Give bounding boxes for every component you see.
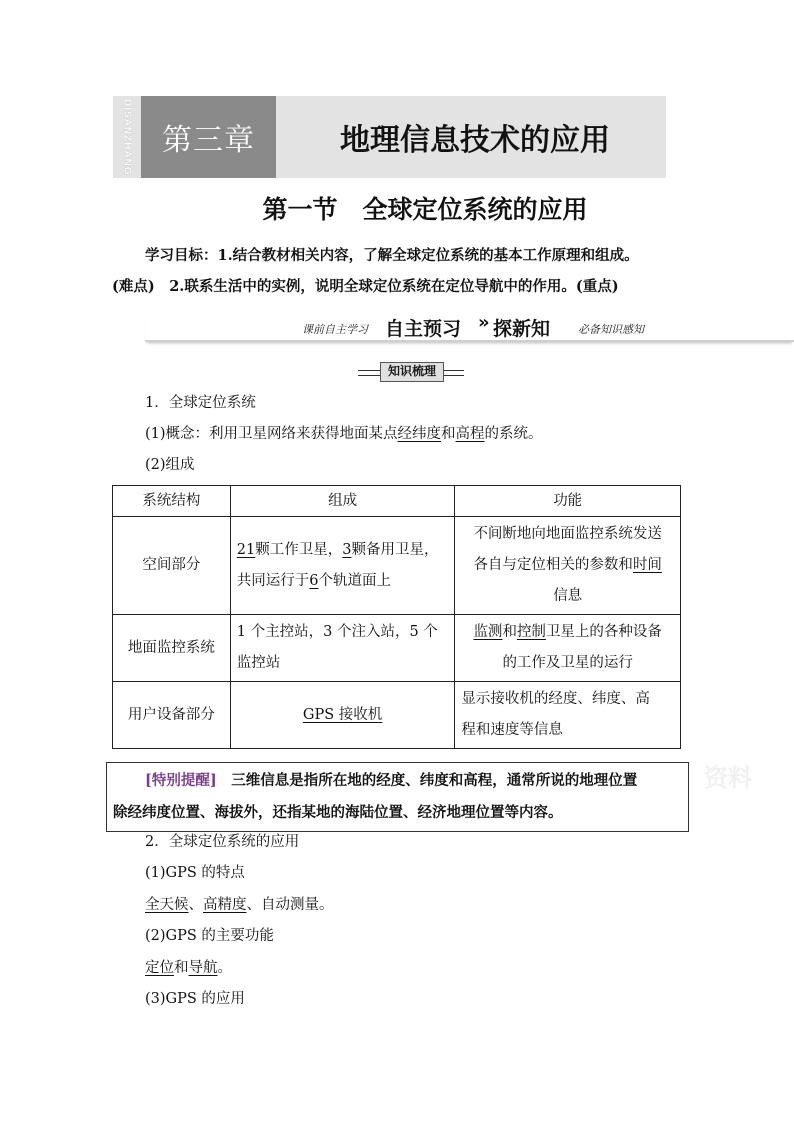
feature-sep: 、 (188, 897, 203, 913)
table-row (113, 682, 681, 749)
preview-banner-left: 课前自主学习 (302, 323, 368, 336)
row1-comp-text4: 个轨道面上 (318, 572, 392, 589)
row3-structure: 用户设备部分 (113, 682, 231, 749)
row1-comp-text3: 共同运行于 (236, 572, 310, 589)
row1-func-line3: 信息 (553, 588, 583, 604)
row1-func-line2: 各自与定位相关的参数和 (473, 557, 633, 573)
arrow-icon: » (478, 312, 490, 333)
preview-banner (145, 312, 794, 342)
row1-comp-num1: 21 (236, 541, 256, 558)
gps-application-label: (3)GPS 的应用 (145, 991, 245, 1007)
function-positioning: 定位 (145, 960, 174, 976)
chapter-title: 地理信息技术的应用 (340, 123, 610, 158)
gps-features-label: (1)GPS 的特点 (145, 865, 245, 881)
header-structure: 系统结构 (113, 486, 231, 517)
chapter-label: 第三章 (141, 96, 276, 178)
row2-func-control: 控制 (516, 624, 546, 640)
row1-structure: 空间部分 (113, 517, 231, 615)
row2-composition (230, 615, 455, 682)
objectives-line-1: 学习目标：1.结合教材相关内容，了解全球定位系统的基本工作原理和组成。 (145, 247, 639, 264)
objectives-line-2: (难点) 2.联系生活中的实例，说明全球定位系统在定位导航中的作用。(重点) (112, 278, 619, 295)
row1-comp-num2: 3 (342, 541, 352, 558)
concept-term-latlon: 经纬度 (397, 426, 442, 442)
composition-label: (2)组成 (145, 457, 195, 473)
row1-function (455, 517, 681, 615)
row2-function (455, 615, 681, 682)
row1-func-time: 时间 (632, 557, 662, 573)
watermark: 资料 (704, 763, 752, 792)
concept-prefix: (1)概念：利用卫星网络来获得地面某点 (145, 426, 398, 442)
special-reminder-box (106, 762, 689, 832)
feature-all-weather: 全天候 (145, 897, 189, 913)
part1-heading: 1．全球定位系统 (145, 395, 256, 411)
part2-heading: 2．全球定位系统的应用 (145, 834, 300, 850)
function-end: 。 (217, 960, 232, 976)
feature-high-precision: 高精度 (203, 897, 247, 913)
table-row (113, 517, 681, 615)
header-composition: 组成 (230, 486, 455, 517)
concept-mid: 和 (441, 426, 456, 442)
section-title: 第一节 全球定位系统的应用 (262, 195, 588, 224)
row1-composition (230, 517, 455, 615)
row3-func-line2: 程和速度等信息 (461, 722, 563, 738)
gps-features (145, 890, 334, 921)
concept-term-elevation: 高程 (455, 426, 485, 442)
preview-banner-title-b: 探新知 (493, 318, 551, 340)
row1-comp-text2: 颗备用卫星， (351, 541, 439, 558)
knowledge-tag (358, 362, 464, 380)
row2-structure: 地面监控系统 (113, 615, 231, 682)
row2-func-line2: 的工作及卫星的运行 (502, 655, 633, 671)
row3-comp-receiver: GPS 接收机 (302, 706, 383, 723)
function-and: 和 (174, 960, 189, 976)
feature-rest: 、自动测量。 (246, 897, 334, 913)
chapter-pinyin-strip: DISANZHANG (113, 96, 141, 178)
row1-comp-num3: 6 (309, 572, 319, 589)
row2-comp-line2: 监控站 (236, 655, 281, 671)
row2-func-and: 和 (502, 624, 517, 640)
row3-function (455, 682, 681, 749)
row2-func-monitor: 监测 (473, 624, 503, 640)
row3-composition (230, 682, 455, 749)
reminder-text-1: 三维信息是指所在地的经度、纬度和高程，通常所说的地理位置 (216, 772, 638, 789)
function-navigation: 导航 (188, 960, 218, 976)
reminder-tag: [特别提醒] (145, 772, 217, 789)
table-row (113, 615, 681, 682)
preview-banner-title-a: 自主预习 (385, 318, 462, 340)
table-header-row (113, 486, 681, 517)
concept-line (145, 419, 543, 450)
concept-suffix: 的系统。 (484, 426, 543, 442)
header-function: 功能 (455, 486, 681, 517)
row2-func-text: 卫星上的各种设备 (545, 624, 662, 640)
row1-func-line1: 不间断地向地面监控系统发送 (473, 526, 662, 542)
row1-comp-text1: 颗工作卫星， (255, 541, 343, 558)
preview-banner-right: 必备知识感知 (578, 323, 644, 336)
gps-functions-label: (2)GPS 的主要功能 (145, 928, 274, 944)
row2-comp-line1: 1 个主控站，3 个注入站，5 个 (236, 624, 438, 640)
system-table (112, 485, 681, 749)
knowledge-tag-label: 知识梳理 (380, 362, 444, 382)
row3-func-line1: 显示接收机的经度、纬度、高 (461, 691, 650, 707)
reminder-line-1 (145, 769, 637, 790)
gps-functions (145, 953, 232, 984)
reminder-line-2: 除经纬度位置、海拔外，还指某地的海陆位置、经济地理位置等内容。 (113, 804, 563, 821)
